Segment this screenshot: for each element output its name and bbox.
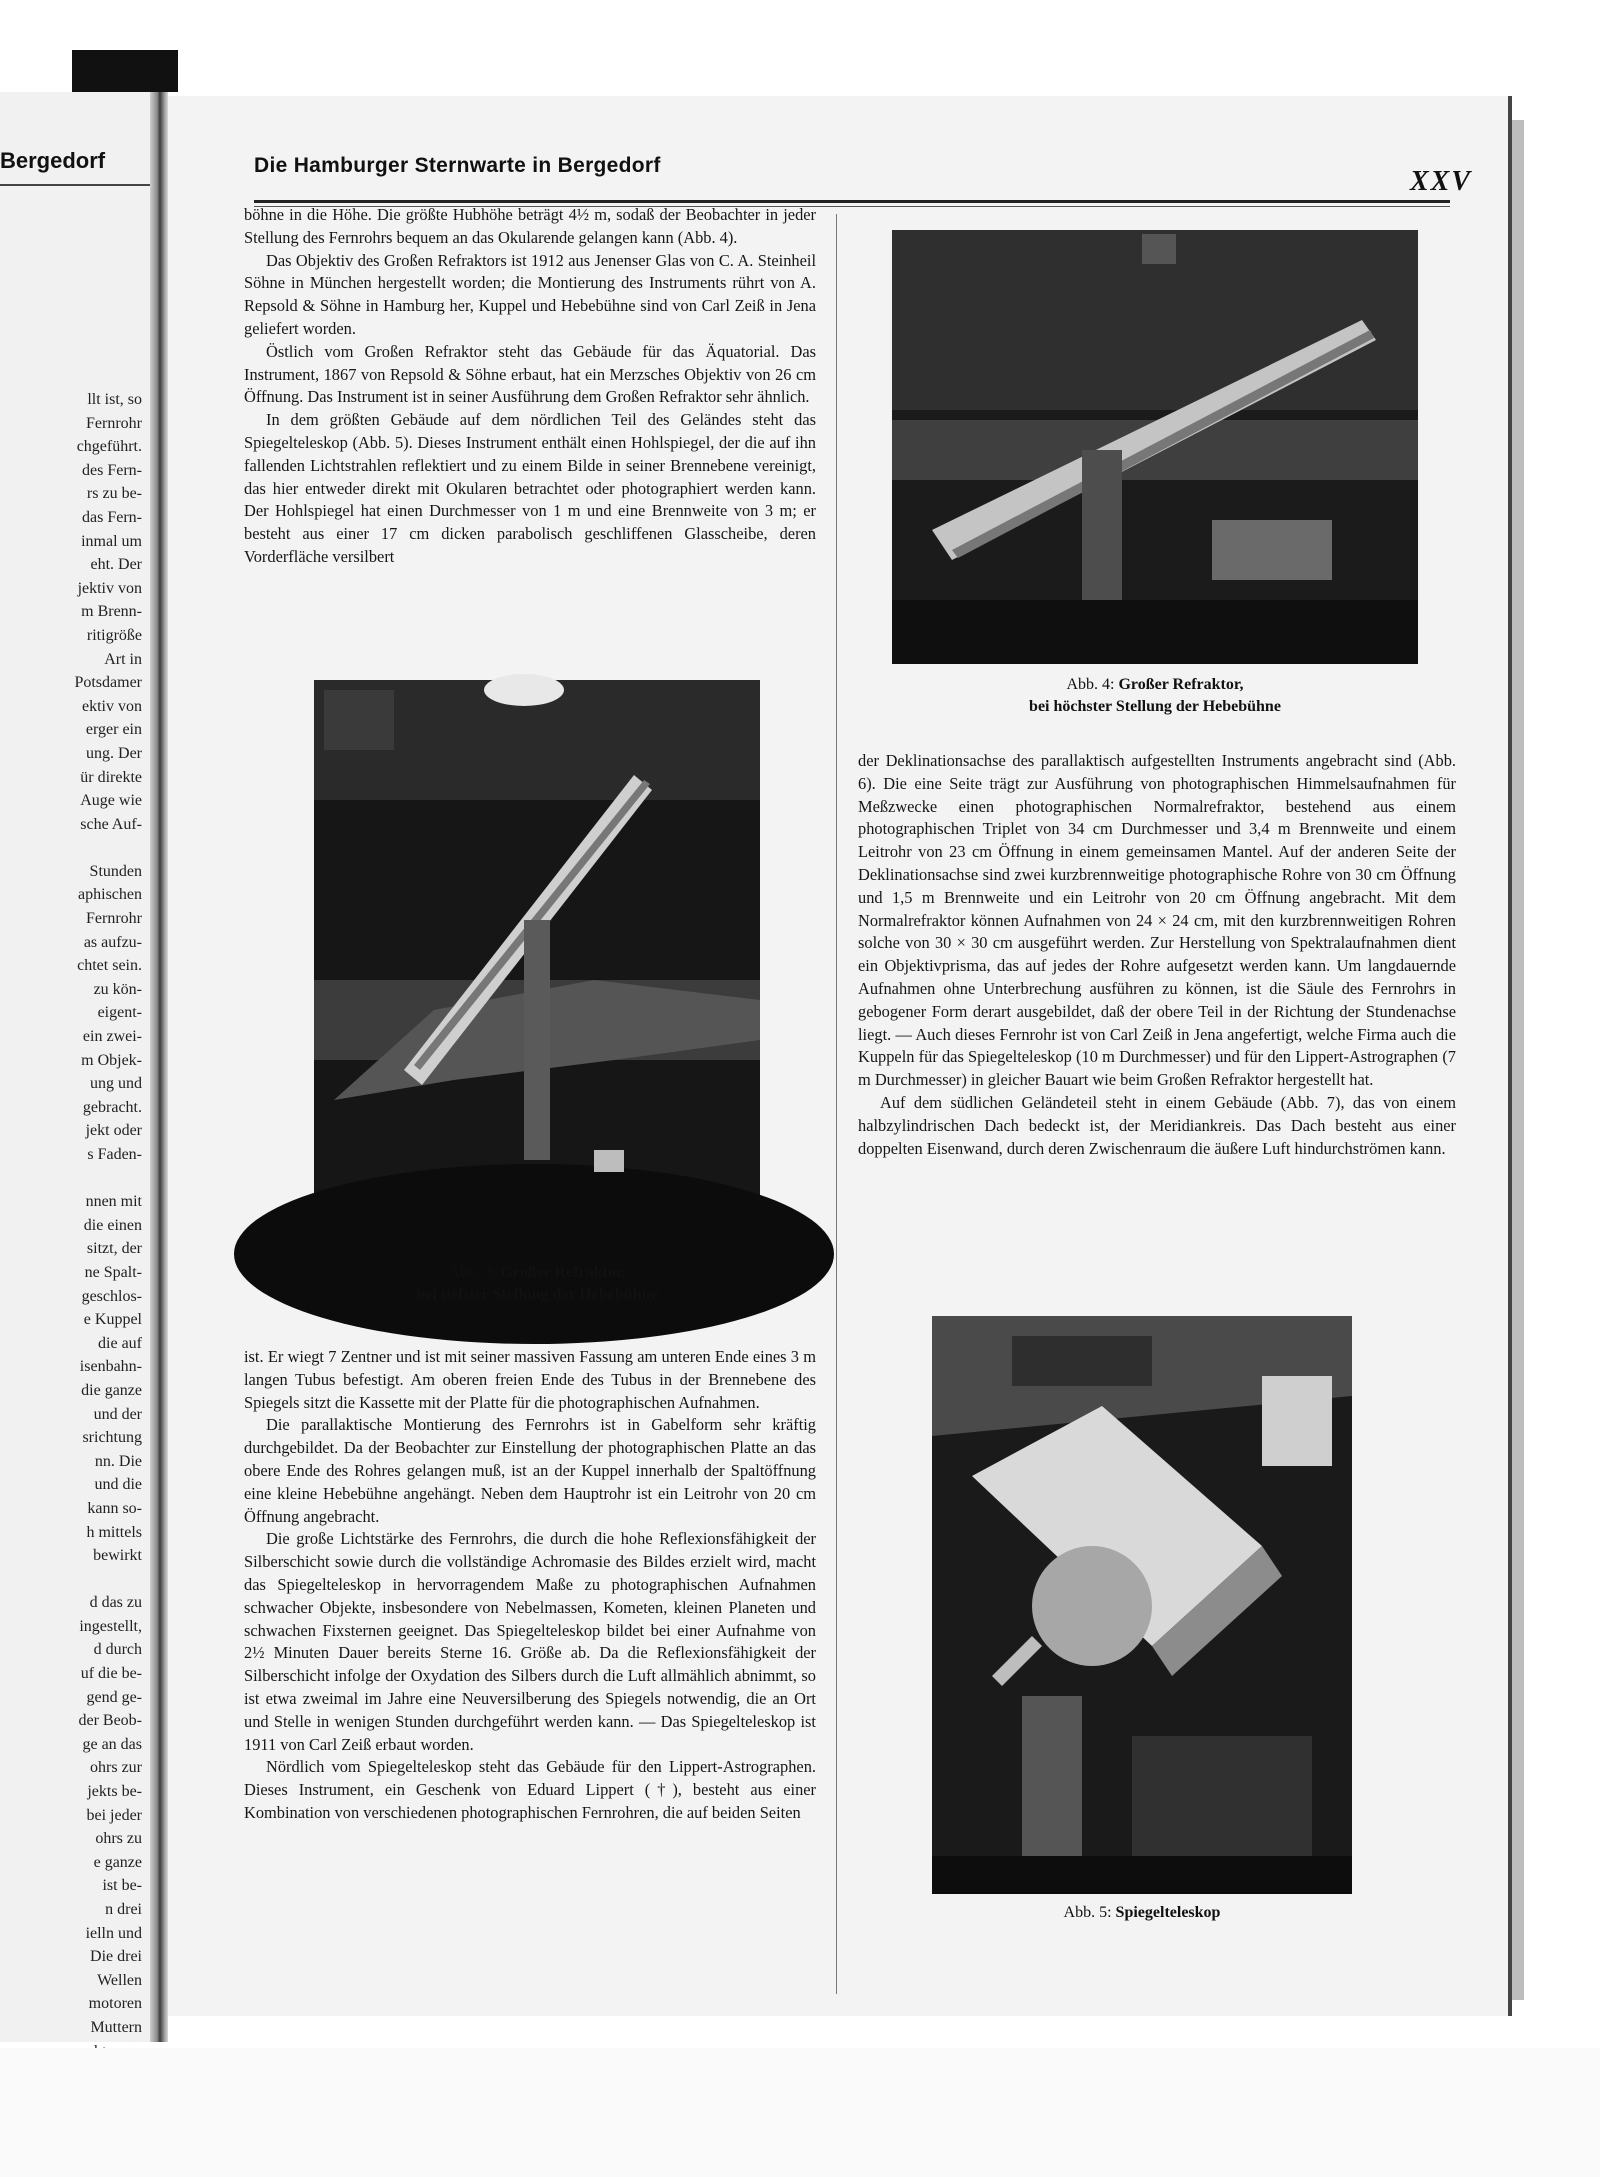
paragraph: Nördlich vom Spiegelteleskop steht das Gebäude für den Lippert-Astrographen. Dieses Instrument, ein Geschenk von Eduard Lippert (†), besteht aus einer Kombination von verschiedenen photographischen Fernrohren, die auf beiden Seiten <box>244 1757 816 1822</box>
left-page-line: geschlos- <box>81 1287 142 1305</box>
paragraph: Das Objektiv des Großen Refraktors ist 1912 aus Jenenser Glas von C. A. Steinheil Söhne in München hergestellt worden; die Montierung des Instruments rührt von A. Repsold & Söhne in Hamburg her, Kuppel und Hebebühne sind von Carl Zeiß in Jena geliefert worden. <box>244 250 816 338</box>
left-page-line: ung. Der <box>86 744 142 762</box>
left-page-line: eigent- <box>97 1004 142 1022</box>
left-page-line: die ganze <box>81 1381 142 1399</box>
figure-4-photo <box>892 230 1418 664</box>
left-page-line: ohrs zur <box>90 1759 142 1777</box>
left-page-line: Wellen <box>97 1971 142 1989</box>
left-page-line: bewirkt <box>93 1547 142 1565</box>
refractor-low-image <box>314 680 760 1254</box>
left-page-line: Die drei <box>90 1948 142 1966</box>
fig3-caption-title: Großer Refraktor, <box>500 1264 626 1281</box>
left-page-line: die einen <box>83 1216 142 1234</box>
left-page-line: ektiv von <box>82 697 142 715</box>
page-number: XXV <box>1409 166 1472 197</box>
left-page-line: isenbahn- <box>79 1358 142 1376</box>
fig4-caption-prefix: Abb. 4: <box>1066 676 1115 693</box>
left-page-line: der Beob- <box>78 1712 142 1730</box>
left-page-line: motoren <box>88 1995 142 2013</box>
left-page-line: des Fern- <box>82 461 142 479</box>
left-page-line: erger ein <box>85 721 142 739</box>
paragraph: Östlich vom Großen Refraktor steht das Gebäude für das Äquatorial. Das Instrument, 1867 von Repsold & Söhne erbaut, hat ein Merzsches Objektiv von 26 cm Öffnung. Das Instrument ist in seiner Ausführung dem Großen Refraktor sehr ähnlich. <box>244 341 816 407</box>
column2-text <box>858 750 1456 1390</box>
left-page-line: das Fern- <box>82 508 142 526</box>
left-page-line: s Faden- <box>87 1146 142 1163</box>
paragraph: In dem größten Gebäude auf dem nördlichen Teil des Geländes steht das Spiegelteleskop (Abb. 5). Dieses Instrument enthält einen Hohlspiegel, der die auf ihn fallenden Lichtstrahlen reflektiert und zu einem Bilde in seiner Brennebene vereinigt, das hier entweder direkt mit Okularen betrachtet oder photographiert werden kann. Der Hohlspiegel hat einen Durchmesser von 1 m und eine Brennweite von 3 m; er besteht aus einer 17 cm dicken parabolisch geschliffenen Glasscheibe, deren Vorderfläche versilbert <box>244 410 816 566</box>
right-page <box>168 96 1512 2016</box>
fig3-caption-line2: bei tiefster Stellung der Hebebühne <box>416 1286 658 1303</box>
left-page-line: Auge wie <box>80 792 142 810</box>
left-page-line: Muttern <box>90 2018 142 2036</box>
running-title: Die Hamburger Sternwarte in Bergedorf <box>254 154 661 177</box>
left-page-line: ung und <box>90 1075 142 1093</box>
left-page-line: m Objek- <box>81 1051 142 1069</box>
left-page-line: Fernrohr <box>86 910 142 928</box>
left-page-line: srichtung <box>82 1429 142 1447</box>
left-page-line: as aufzu- <box>83 933 142 951</box>
header-rule <box>254 200 1450 203</box>
fig3-caption-prefix: Abb. 3: <box>448 1264 497 1281</box>
left-page-line: sitzt, der <box>86 1240 142 1258</box>
paragraph: ist. Er wiegt 7 Zentner und ist mit seiner massiven Fassung am unteren Ende eines 3 m langen Tubus befestigt. Am oberen freien Ende des Tubus in der Brennebene des Spiegels sitzt die Kassette mit der Platte für die photographischen Aufnahmen. <box>244 1347 816 1412</box>
left-page-line: e Kuppel <box>83 1311 142 1329</box>
left-page-fragment <box>0 92 150 2042</box>
refractor-high-image <box>892 230 1418 664</box>
left-page-line: gebracht. <box>82 1098 142 1116</box>
column-divider <box>836 214 837 1994</box>
left-page-line: jekt oder <box>85 1122 142 1140</box>
fig5-caption-title: Spiegelteleskop <box>1115 1904 1221 1921</box>
left-page-line: m Brenn- <box>81 603 142 621</box>
left-page-line: eht. Der <box>90 556 142 574</box>
fig4-caption-title: Großer Refraktor, <box>1118 676 1244 693</box>
book-gutter <box>150 92 168 2042</box>
left-page-line: sche Auf- <box>80 815 142 833</box>
left-page-line: n drei <box>105 1901 142 1918</box>
left-page-line: ein zwei- <box>82 1028 142 1046</box>
left-page-line: Fernrohr <box>86 414 142 432</box>
paragraph: Die große Lichtstärke des Fernrohrs, die durch die hohe Reflexionsfähigkeit der Silberschicht sowie durch die vollständige Achromasie des Bildes erzielt wird, macht das Spiegelteleskop in hervorragendem Maße zu photographischen Aufnahmen schwacher Objekte, insbesondere von Nebelmassen, Kometen, kleinen Planeten und schwachen Fixsternen geeignet. Das Spiegelteleskop bildet bei einer Aufnahme von 2½ Minuten Dauer bereits Sterne 16. Größe ab. Da die Reflexionsfähigkeit der Silberschicht infolge der Oxydation des Silbers durch die Luft allmählich abnimmt, so ist etwa zweimal im Jahre eine Neuversilberung des Spiegels notwendig, die an Ort und Stelle in wenigen Stunden durchgeführt werden kann. — Das Spiegelteleskop ist 1911 von Carl Zeiß erbaut worden. <box>244 1529 816 1754</box>
figure-3-caption <box>314 1262 760 1306</box>
left-page-header: Bergedorf <box>0 148 106 173</box>
fig5-caption-prefix: Abb. 5: <box>1063 1904 1112 1921</box>
left-page-line: kann so- <box>87 1499 142 1517</box>
left-page-line: ne Spalt- <box>84 1263 142 1281</box>
left-page-line: aphischen <box>78 886 142 904</box>
page-edge-shadow <box>1510 120 1524 2000</box>
paragraph: der Deklinationsachse des parallaktisch aufgestellten Instruments angebracht sind (Abb. 6). Die eine Seite trägt zur Ausführung von photographischen Himmelsaufnahmen für Meßzwecke einen photographischen Normalrefraktor, bestehend aus einem photographischen Triplet von 34 cm Durchmesser und 3,4 m Brennweite und einem Leitrohr von 23 cm Öffnung in einem gemeinsamen Mantel. Auf der anderen Seite der Deklinationsachse sind zwei kurzbrennweitige photographische Rohre von 30 cm Öffnung und 1,5 m Brennweite und ein Leitrohr von 20 cm Öffnung angebracht. Mit dem Normalrefraktor können Aufnahmen von 24 × 24 cm, mit den kurzbrennweitigen Rohren solche von 30 × 30 cm ausgeführt werden. Zur Herstellung von Spektralaufnahmen dient ein Objektivprisma, das auf jedes der Rohre aufgesetzt werden kann. Um langdauernde Aufnahmen ohne Unterbrechung ausführen zu können, ist die Säule des Fernrohrs in gebogener Form derart ausgebildet, daß der obere Teil in der Richtung der Stundenachse liegt. — Auch dieses Fernrohr ist von Carl Zeiß in Jena angefertigt, welche Firma auch die Kuppeln für das Spiegelteleskop (10 m Durchmesser) und für den Lippert-Astrographen (7 m Durchmesser) in gleicher Bauart wie beim Großen Refraktor hergestellt hat. <box>858 751 1456 1090</box>
column1-bottom-text <box>244 1346 816 1986</box>
left-page-line: inmal um <box>81 532 142 550</box>
left-page-line: ist be- <box>102 1877 142 1895</box>
left-page-line <box>2 1167 142 1191</box>
left-page-line: nn. Die <box>94 1452 142 1470</box>
reflector-telescope-image <box>932 1316 1352 1894</box>
left-page-line: nnen mit <box>85 1193 142 1211</box>
left-page-line <box>2 1568 142 1592</box>
left-page-line <box>2 836 142 860</box>
fig4-caption-line2: bei höchster Stellung der Hebebühne <box>1029 698 1281 715</box>
left-page-line: d das zu <box>89 1594 142 1612</box>
left-page-line: zu kön- <box>93 980 142 998</box>
left-page-line: ohrs zu <box>95 1830 142 1848</box>
left-page-text <box>2 388 142 2063</box>
paragraph: böhne in die Höhe. Die größte Hubhöhe beträgt 4½ m, sodaß der Beobachter in jeder Stellung des Fernrohrs bequem an das Okularende gelangen kann (Abb. 4). <box>244 205 816 247</box>
figure-4-caption <box>892 674 1418 718</box>
left-page-line: h mittels <box>86 1523 142 1541</box>
left-page-line: d durch <box>93 1641 142 1659</box>
left-page-line: jektiv von <box>77 579 142 597</box>
left-page-line: ritigröße <box>86 626 142 644</box>
left-page-line: und der <box>93 1405 142 1423</box>
left-page-line: jekts be- <box>87 1783 142 1801</box>
left-page-line: uf die be- <box>80 1665 142 1683</box>
left-page-line: Potsdamer <box>74 674 142 692</box>
scan-black-tab <box>72 50 178 92</box>
left-page-line: ür direkte <box>80 768 142 786</box>
left-page-line: ielln und <box>85 1924 142 1942</box>
left-page-line: Stunden <box>89 862 142 880</box>
left-page-line: ingestellt, <box>79 1617 142 1635</box>
scan-bottom-band <box>0 2048 1600 2177</box>
left-page-line: chtet sein. <box>77 957 142 975</box>
left-page-line: ge an das <box>82 1735 142 1753</box>
paragraph: Die parallaktische Montierung des Fernrohrs ist in Gabelform sehr kräftig durchgebildet. Da der Beobachter zur Einstellung der photographischen Platte an das obere Ende des Rohres gelangen muß, ist an der Kuppel innerhalb der Spaltöffnung eine kleine Hebebühne angehängt. Neben dem Hauptrohr ist ein Leitrohr von 20 cm Öffnung angebracht. <box>244 1415 816 1526</box>
left-page-line: gend ge- <box>86 1688 142 1706</box>
left-header-rule <box>0 184 150 186</box>
left-page-line: Art in <box>104 650 142 668</box>
left-page-line: bei jeder <box>86 1806 142 1824</box>
left-page-line: und die <box>94 1476 142 1494</box>
figure-5-photo <box>932 1316 1352 1894</box>
left-page-line: llt ist, so <box>87 391 142 408</box>
left-page-line: rs zu be- <box>86 485 142 503</box>
left-page-line: e ganze <box>93 1853 142 1871</box>
left-page-line: chgeführt. <box>76 438 142 456</box>
left-page-line: die auf <box>98 1334 142 1352</box>
paragraph: Auf dem südlichen Geländeteil steht in einem Gebäude (Abb. 7), das von einem halbzylindrischen Dach bedeckt ist, der Meridiankreis. Das Dach besteht aus einer doppelten Eisenwand, durch deren Zwischenraum die äußere Luft hindurchströmen kann. <box>858 1092 1456 1158</box>
figure-3-photo <box>314 680 760 1254</box>
figure-5-caption <box>932 1902 1352 1924</box>
